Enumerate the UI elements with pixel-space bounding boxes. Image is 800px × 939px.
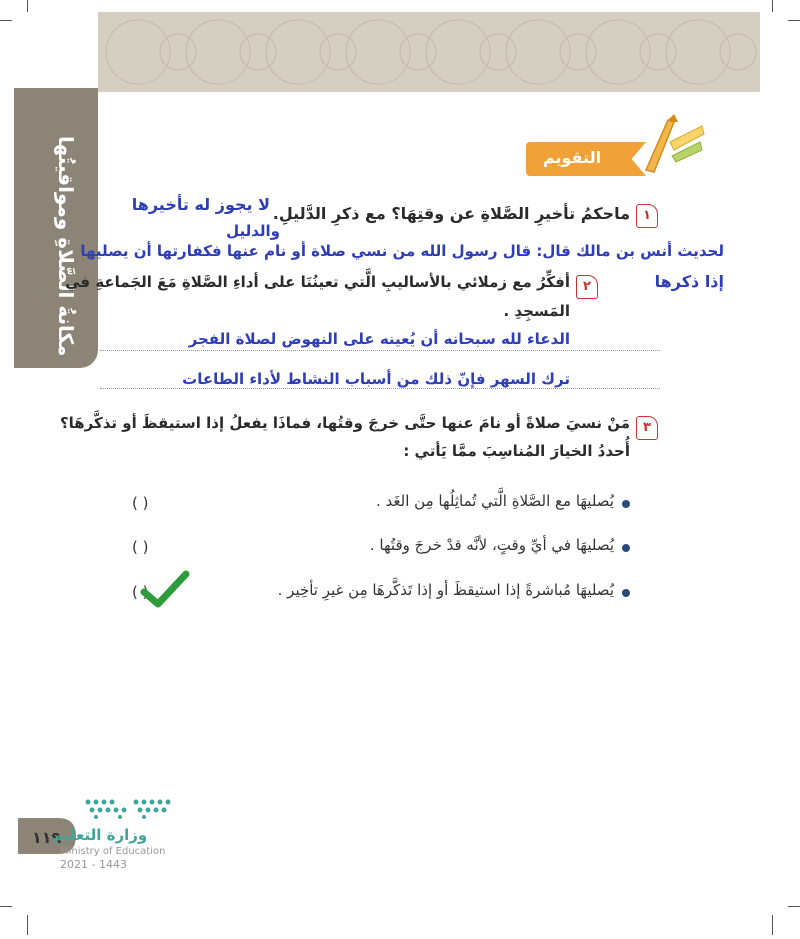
question-text: أُحددُ الخيارَ المُناسِبَ ممَّا يَأتي :: [403, 442, 630, 460]
edition-year: 2021 - 1443: [60, 858, 127, 871]
handwritten-answer: لا يجوز له تأخيرها: [131, 195, 270, 214]
answer-line: [100, 350, 660, 351]
chapter-title: مكانةُ الصَّلاةِ ومواقيتُها: [54, 135, 78, 356]
crop-mark: [0, 20, 12, 21]
question-number: ١: [636, 204, 658, 228]
crop-mark: [27, 915, 28, 935]
handwritten-answer: الدعاء لله سبحانه أن يُعينه على النهوض لصلاة الفجر: [188, 330, 570, 348]
crop-mark: [0, 906, 12, 907]
section-badge-label: التقويم: [542, 148, 602, 167]
question-text: مَنْ نسيَ صلاةً أو نامَ عنها حتَّى خرجَ وقتُها، فماذَا يفعلُ إذا استيقظَ أو تذكَّرهَا؟: [59, 414, 630, 432]
crop-mark: [788, 20, 800, 21]
option-answer-box[interactable]: ( ): [132, 494, 149, 512]
crop-mark: [27, 0, 28, 12]
question-text: أفكِّرُ مع زملائي بالأساليبِ الَّتي تعينُنَا على أداءِ الصَّلاةِ مَعَ الجَماعةِ في: [65, 273, 570, 291]
question-text: المَسجِدِ .: [503, 302, 570, 320]
checkmark-icon: [140, 570, 190, 610]
option-bullet: [622, 544, 630, 552]
option-answer-box[interactable]: ( ): [132, 538, 149, 556]
option-answer-box[interactable]: ( ): [132, 583, 149, 601]
handwritten-answer: إذا ذكرها: [654, 272, 724, 291]
handwritten-answer: ترك السهر فإنّ ذلك من أسباب النشاط لأداء الطاعات: [182, 370, 570, 388]
ministry-logo-dots: [84, 796, 176, 820]
crop-mark: [788, 906, 800, 907]
handwritten-answer: والدليل: [226, 222, 280, 240]
option-bullet: [622, 589, 630, 597]
crop-mark: [772, 0, 773, 12]
option-text: يُصليهَا مع الصَّلاةِ الَّتي تُماثِلُها مِن الغَد .: [376, 492, 614, 510]
pen-icon: [640, 112, 710, 174]
crop-mark: [772, 915, 773, 935]
header-pattern: [98, 12, 760, 92]
ministry-name-english: Ministry of Education: [60, 846, 166, 857]
ministry-name-arabic: وزارة التعليم: [52, 826, 148, 844]
option-text: يُصليهَا مُباشرةً إذا استيقظَ أو إذا تَذكَّرهَا مِن غيرِ تأخِير .: [277, 581, 614, 599]
page-number: ١١٩: [32, 828, 62, 847]
question-number: ٢: [576, 275, 598, 299]
question-number: ٣: [636, 416, 658, 440]
handwritten-answer: لحديث أنس بن مالك قال: قال رسول الله من نسي صلاة أو نام عنها فكفارتها أن يصليها: [80, 242, 724, 260]
arabesque-pattern: [98, 12, 760, 92]
question-text: ماحكمُ تأخيرِ الصَّلاةِ عن وقتِهَا؟ مع ذكرِ الدَّليلِ.: [272, 204, 630, 223]
option-text: يُصليهَا في أيِّ وقتٍ، لأنَّه قدْ خرجَ وقتُها .: [369, 536, 614, 554]
option-bullet: [622, 500, 630, 508]
answer-line: [100, 388, 660, 389]
